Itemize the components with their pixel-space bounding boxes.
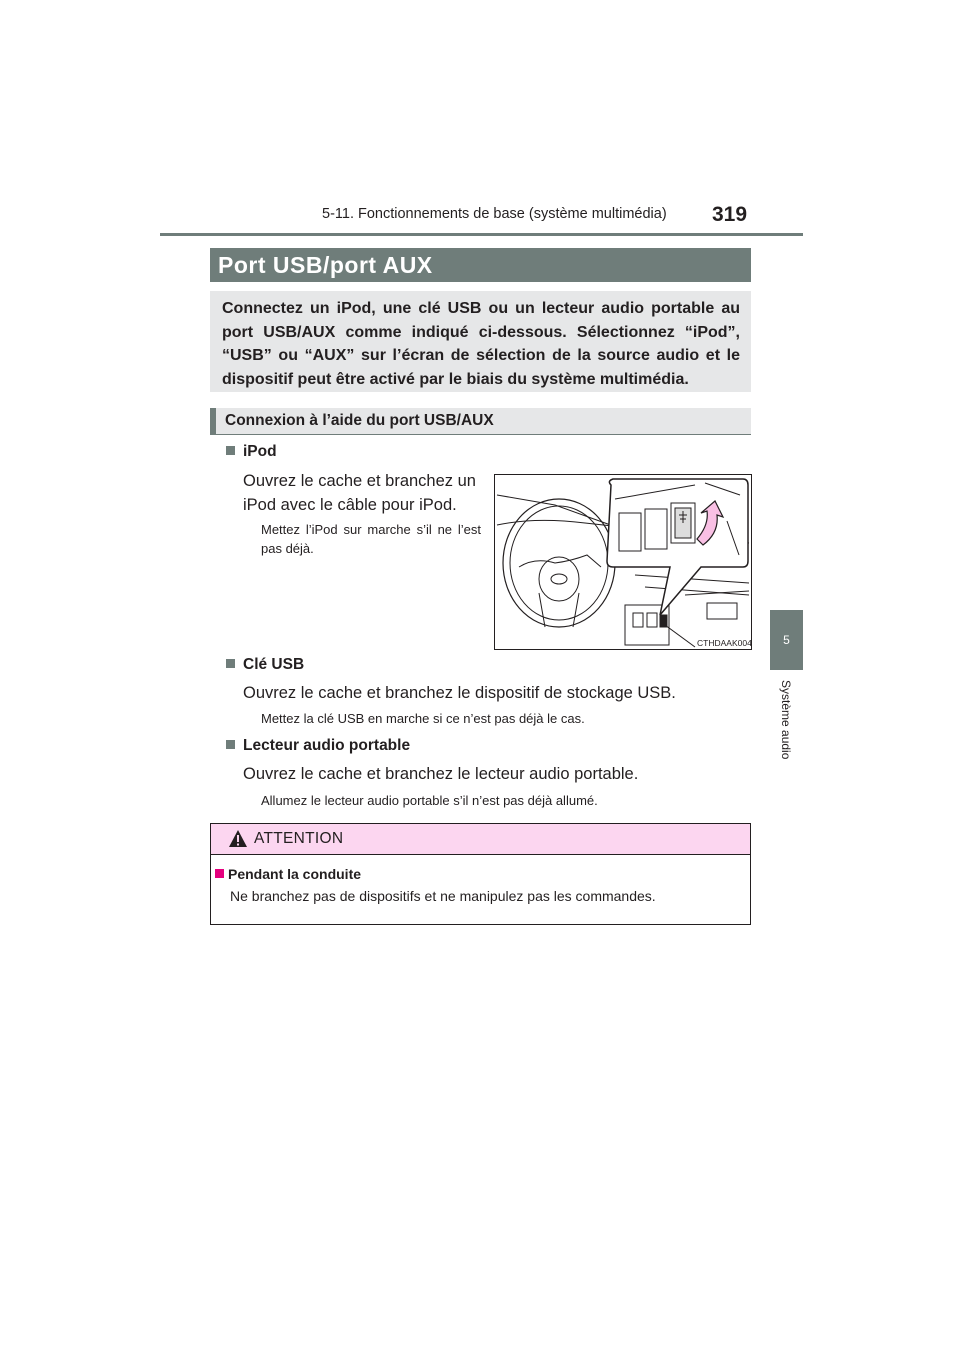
item-heading-text: iPod bbox=[243, 443, 277, 460]
warning-triangle-icon bbox=[228, 829, 248, 848]
item-heading-ipod bbox=[226, 443, 277, 461]
item-heading-usb bbox=[226, 656, 304, 674]
chapter-tab bbox=[770, 610, 803, 670]
intro-text: Connectez un iPod, une clé USB ou un lecteur audio portable au port USB/AUX comme indiqué ci-dessous. Sélectionnez “iPod”, “USB” ou “AUX” sur l’écran de sélection de la source audio et le dispositif peut être activé par le biais du système multimédia. bbox=[222, 300, 740, 388]
dashboard-illustration bbox=[494, 474, 752, 650]
running-header-title: 5-11. Fonctionnements de base (système multimédia) bbox=[322, 206, 667, 222]
chapter-label: Système audio bbox=[779, 680, 793, 760]
attention-item-heading bbox=[215, 866, 361, 882]
dashboard-drawing bbox=[495, 475, 751, 649]
attention-header bbox=[211, 824, 750, 855]
page-number: 319 bbox=[712, 203, 748, 226]
attention-box bbox=[210, 823, 751, 925]
subsection-title: Connexion à l’aide du port USB/AUX bbox=[225, 412, 494, 429]
item-note-portable: Allumez le lecteur audio portable s’il n’est pas déjà allumé. bbox=[261, 793, 598, 808]
chapter-number: 5 bbox=[783, 633, 790, 647]
item-text-portable: Ouvrez le cache et branchez le lecteur audio portable. bbox=[243, 765, 639, 783]
section-title-bar bbox=[210, 248, 751, 282]
square-bullet-icon bbox=[226, 446, 235, 455]
square-bullet-icon bbox=[215, 869, 224, 878]
subsection-heading bbox=[210, 408, 751, 435]
illustration-code: CTHDAAK004 bbox=[697, 638, 751, 648]
attention-title: ATTENTION bbox=[254, 830, 344, 847]
item-note-ipod: Mettez l’iPod sur marche s’il ne l’est pas déjà. bbox=[261, 522, 481, 556]
section-title: Port USB/port AUX bbox=[218, 252, 433, 278]
chapter-label-container bbox=[779, 680, 797, 780]
item-text-usb: Ouvrez le cache et branchez le dispositif de stockage USB. bbox=[243, 684, 676, 702]
attention-item-text: Ne branchez pas de dispositifs et ne manipulez pas les commandes. bbox=[230, 888, 656, 904]
subsection-marker bbox=[210, 408, 216, 434]
item-heading-text: Clé USB bbox=[243, 656, 305, 673]
header-rule bbox=[160, 233, 803, 236]
attention-item-heading-text: Pendant la conduite bbox=[228, 866, 362, 882]
item-heading-text: Lecteur audio portable bbox=[243, 737, 411, 754]
item-heading-portable bbox=[226, 737, 410, 755]
square-bullet-icon bbox=[226, 740, 235, 749]
item-note-usb: Mettez la clé USB en marche si ce n’est pas déjà le cas. bbox=[261, 711, 585, 726]
square-bullet-icon bbox=[226, 659, 235, 668]
intro-box bbox=[210, 291, 751, 392]
item-text-ipod: Ouvrez le cache et branchez un iPod avec le câble pour iPod. bbox=[243, 472, 476, 514]
